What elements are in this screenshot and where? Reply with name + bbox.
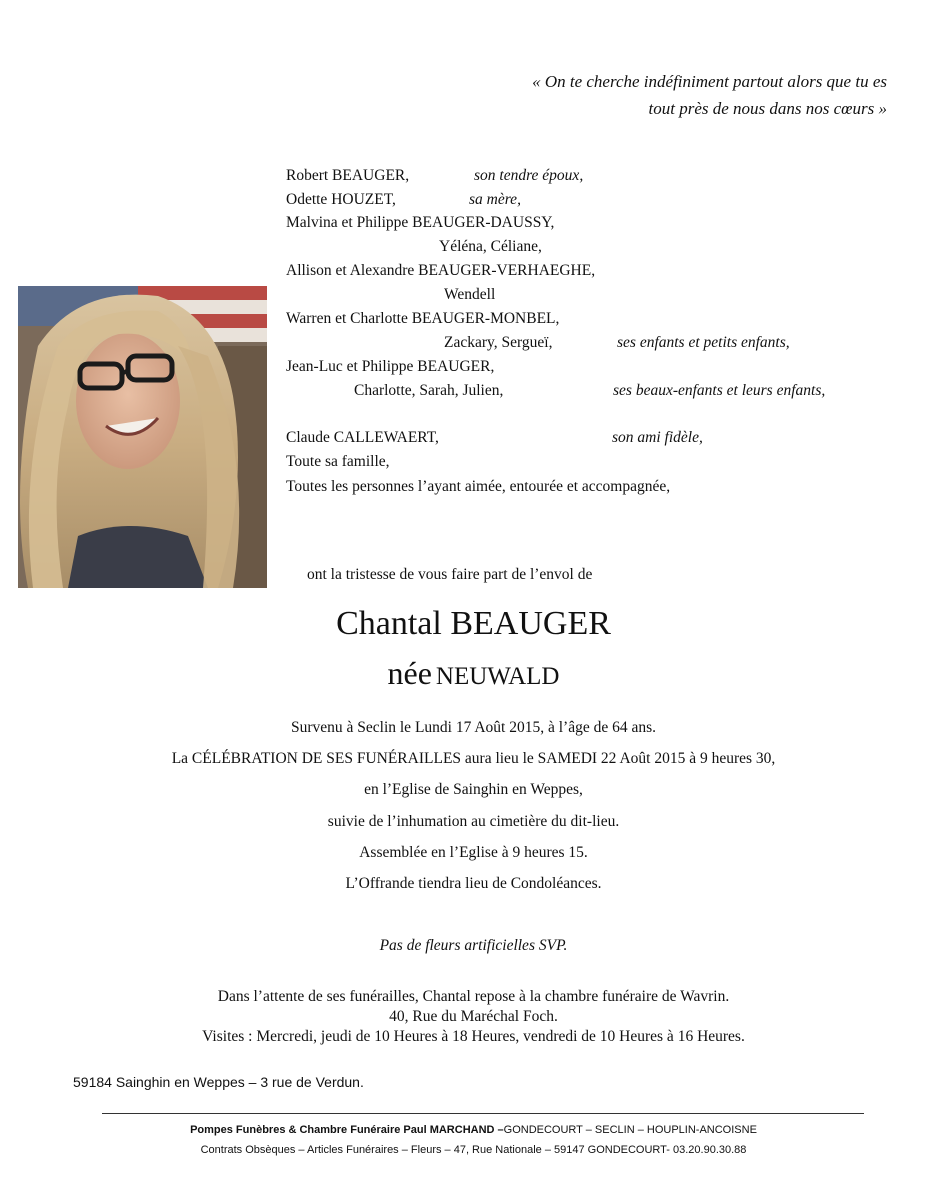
detail-line-3: suivie de l’inhumation au cimetière du dit-lieu.	[327, 813, 620, 830]
family-name-5: Wendell	[444, 286, 496, 303]
portrait-image	[18, 286, 267, 588]
rest-line-2: Visites : Mercredi, jeudi de 10 Heures à 18 Heures, vendredi de 10 Heures à 16 Heures.	[202, 1028, 745, 1045]
family-name-6: Warren et Charlotte BEAUGER-MONBEL,	[286, 310, 560, 327]
detail-line-1: La CÉLÉBRATION DE SES FUNÉRAILLES aura lieu le SAMEDI 22 Août 2015 à 9 heures 30,	[171, 750, 776, 767]
family-name-7: Zackary, Sergueï,	[444, 334, 553, 351]
detail-line-2: en l’Eglise de Sainghin en Weppes,	[364, 781, 583, 798]
quote-line-1: « On te cherche indéfiniment partout alors que tu es	[532, 72, 887, 91]
family-relation-1: sa mère,	[469, 191, 521, 208]
family-name-0: Robert BEAUGER,	[286, 167, 410, 184]
detail-line-0: Survenu à Seclin le Lundi 17 Août 2015, à l’âge de 64 ans.	[290, 719, 657, 736]
portrait-photo	[18, 286, 267, 588]
family-name-4: Allison et Alexandre BEAUGER-VERHAEGHE,	[286, 262, 596, 279]
deceased-name: Chantal BEAUGER	[336, 605, 611, 642]
family-name-2: Malvina et Philippe BEAUGER-DAUSSY,	[286, 214, 555, 231]
detail-line-5: L’Offrande tiendra lieu de Condoléances.	[345, 875, 602, 892]
footer-divider	[102, 1113, 864, 1114]
no-flowers-note: Pas de fleurs artificielles SVP.	[379, 937, 568, 954]
footer-line-1	[0, 1124, 947, 1136]
address: 59184 Sainghin en Weppes – 3 rue de Verdun.	[73, 1074, 364, 1090]
footer-locations: GONDECOURT – SECLIN – HOUPLIN-ANCOISNE	[503, 1124, 757, 1136]
family-relation-0: son tendre époux,	[474, 167, 584, 184]
footer-line-2: Contrats Obsèques – Articles Funéraires – Fleurs – 47, Rue Nationale – 59147 GONDECOURT- 03.20.90.30.88	[200, 1144, 747, 1156]
nee-prefix: née	[387, 655, 432, 691]
family-name-8: Jean-Luc et Philippe BEAUGER,	[286, 358, 495, 375]
footer-company: Pompes Funèbres & Chambre Funéraire Paul MARCHAND –	[190, 1124, 504, 1136]
rest-line-0: Dans l’attente de ses funérailles, Chantal repose à la chambre funéraire de Wavrin.	[217, 988, 730, 1005]
rest-line-1: 40, Rue du Maréchal Foch.	[389, 1008, 558, 1025]
family-name-1: Odette HOUZET,	[286, 191, 396, 208]
family-relation-10: son ami fidèle,	[612, 429, 703, 446]
deceased-nee	[0, 655, 947, 692]
family-name-3: Yéléna, Céliane,	[439, 238, 542, 255]
family-relation-9: ses beaux-enfants et leurs enfants,	[613, 382, 826, 399]
family-relation-7: ses enfants et petits enfants,	[617, 334, 790, 351]
family-name-12: Toutes les personnes l’ayant aimée, entourée et accompagnée,	[286, 478, 671, 495]
announcement: ont la tristesse de vous faire part de l’envol de	[307, 566, 593, 583]
family-name-10: Claude CALLEWAERT,	[286, 429, 439, 446]
quote-line-2: tout près de nous dans nos cœurs »	[648, 99, 887, 118]
family-name-9: Charlotte, Sarah, Julien,	[354, 382, 504, 399]
nee-name: NEUWALD	[435, 663, 560, 690]
detail-line-4: Assemblée en l’Eglise à 9 heures 15.	[359, 844, 588, 861]
family-name-11: Toute sa famille,	[286, 453, 390, 470]
